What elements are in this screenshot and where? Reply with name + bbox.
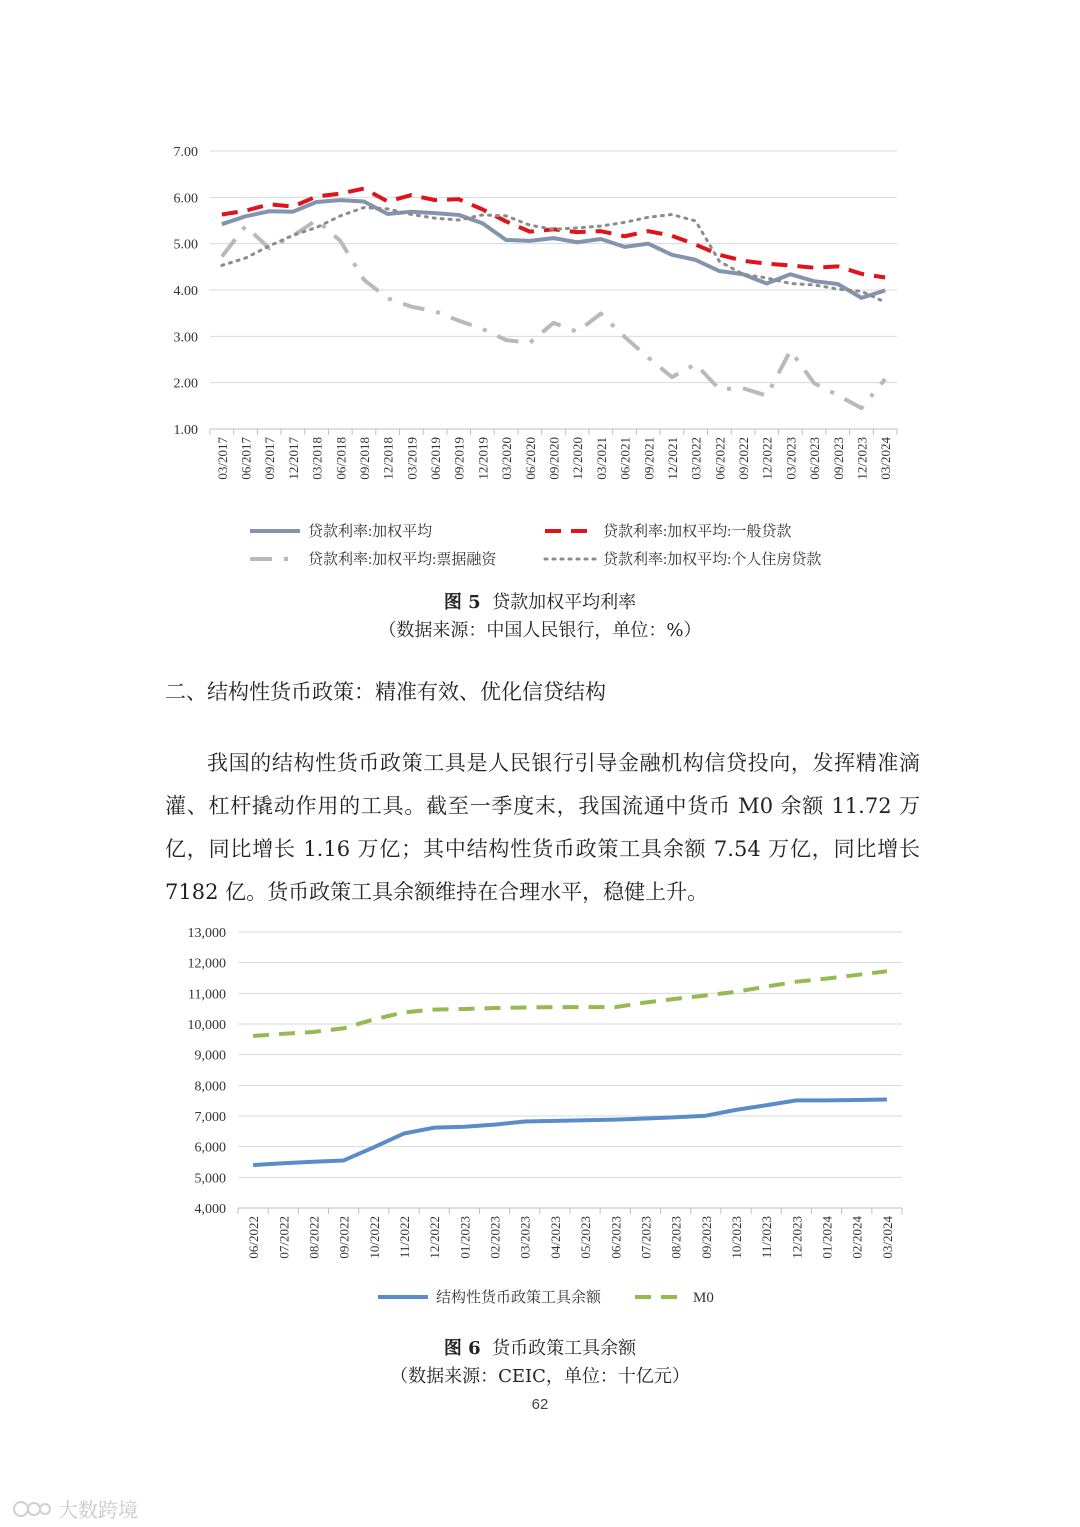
x-tick-label: 12/2022 xyxy=(759,437,775,480)
x-tick-label: 12/2023 xyxy=(854,437,870,480)
x-tick-label: 06/2023 xyxy=(608,1216,624,1259)
y-tick-label: 7.00 xyxy=(173,145,198,160)
x-tick-label: 09/2019 xyxy=(451,437,467,480)
x-tick-label: 06/2021 xyxy=(617,437,633,480)
x-tick-label: 06/2023 xyxy=(807,437,823,480)
figure5-source: （数据来源：中国人民银行，单位：%） xyxy=(378,620,702,641)
x-tick-label: 02/2023 xyxy=(487,1216,503,1259)
x-tick-label: 08/2022 xyxy=(306,1216,322,1259)
x-tick-label: 03/2018 xyxy=(309,437,325,480)
y-tick-label: 6.00 xyxy=(173,191,198,207)
x-tick-label: 07/2022 xyxy=(276,1216,292,1259)
x-tick-label: 06/2022 xyxy=(246,1216,262,1259)
series-line-3 xyxy=(222,208,885,303)
paragraph-text: 我国的结构性货币政策工具是人民银行引导金融机构信贷投向，发挥精准滴灌、杠杆撬动作用的工具。截至一季度末，我国流通中货币 M0 余额 11.72 万亿，同比增长 1.16 万亿；其中结构性货币政策工具余额 7.54 万亿，同比增长 7182 亿。货币政策工具余额维持在合理水平，稳健上升。 xyxy=(165,751,920,904)
y-tick-label: 11,000 xyxy=(188,987,226,1003)
y-tick-label: 2.00 xyxy=(173,376,198,392)
x-tick-label: 12/2022 xyxy=(427,1216,443,1259)
x-tick-label: 09/2023 xyxy=(830,437,846,480)
x-tick-label: 02/2024 xyxy=(849,1216,865,1259)
x-tick-label: 03/2022 xyxy=(688,437,704,480)
y-tick-label: 4,000 xyxy=(194,1202,226,1217)
x-tick-label: 03/2020 xyxy=(499,437,515,480)
x-tick-label: 04/2023 xyxy=(547,1216,563,1259)
y-tick-label: 4.00 xyxy=(173,284,198,299)
series-line-1 xyxy=(253,971,887,1036)
x-tick-label: 03/2021 xyxy=(593,437,609,480)
figure6-source: （数据来源：CEIC，单位：十亿元） xyxy=(390,1366,690,1387)
policy-tool-balance-chart xyxy=(0,915,1080,1325)
body-paragraph xyxy=(165,742,920,914)
x-tick-label: 01/2023 xyxy=(457,1216,473,1259)
section-heading: 二、结构性货币政策：精准有效、优化信贷结构 xyxy=(165,680,606,704)
y-tick-label: 3.00 xyxy=(173,330,198,346)
legend-label-1: 贷款利率:加权平均:一般贷款 xyxy=(603,524,792,540)
x-tick-label: 10/2022 xyxy=(366,1216,382,1259)
legend-label-0: 贷款利率:加权平均 xyxy=(308,524,433,540)
legend-label-1: M0 xyxy=(693,1290,714,1306)
x-tick-label: 09/2018 xyxy=(356,437,372,480)
legend-label-0: 结构性货币政策工具余额 xyxy=(436,1290,602,1306)
legend-label-2: 贷款利率:加权平均:票据融资 xyxy=(308,552,497,568)
page-number: 62 xyxy=(531,1396,549,1413)
x-tick-label: 10/2023 xyxy=(729,1216,744,1259)
watermark xyxy=(12,1494,138,1523)
y-tick-label: 5,000 xyxy=(194,1171,226,1187)
x-tick-label: 12/2017 xyxy=(285,437,301,480)
x-tick-label: 12/2018 xyxy=(380,437,396,480)
x-tick-label: 05/2023 xyxy=(578,1216,594,1259)
x-tick-label: 09/2021 xyxy=(641,437,657,480)
watermark-text: 大数跨境 xyxy=(58,1498,138,1522)
x-tick-label: 09/2022 xyxy=(736,437,752,480)
y-tick-label: 9,000 xyxy=(194,1048,226,1064)
legend-label-3: 贷款利率:加权平均:个人住房贷款 xyxy=(603,552,822,568)
x-tick-label: 06/2022 xyxy=(712,437,728,480)
x-tick-label: 06/2017 xyxy=(238,437,254,480)
watermark-logo-icon xyxy=(12,1498,52,1520)
figure5-caption xyxy=(0,588,1080,614)
x-tick-label: 08/2023 xyxy=(668,1216,684,1259)
x-tick-label: 03/2024 xyxy=(878,437,894,480)
figure6-caption xyxy=(0,1334,1080,1360)
x-tick-label: 03/2023 xyxy=(783,437,799,480)
series-line-2 xyxy=(222,220,885,408)
x-tick-label: 12/2021 xyxy=(664,437,680,480)
x-tick-label: 09/2020 xyxy=(546,437,562,480)
y-tick-label: 8,000 xyxy=(194,1079,226,1095)
y-tick-label: 7,000 xyxy=(194,1110,226,1125)
x-tick-label: 06/2019 xyxy=(428,437,444,480)
x-tick-label: 12/2023 xyxy=(789,1216,805,1259)
x-tick-label: 03/2023 xyxy=(517,1216,533,1259)
x-tick-label: 06/2018 xyxy=(333,437,349,480)
series-line-0 xyxy=(253,1099,887,1165)
y-tick-label: 1.00 xyxy=(173,423,198,438)
x-tick-label: 09/2022 xyxy=(336,1216,352,1259)
x-tick-label: 09/2017 xyxy=(262,437,278,480)
x-tick-label: 11/2022 xyxy=(397,1216,412,1259)
x-tick-label: 06/2020 xyxy=(522,437,538,480)
figure5-label: 图 5 xyxy=(443,592,481,613)
x-tick-label: 03/2024 xyxy=(879,1216,895,1259)
y-tick-label: 5.00 xyxy=(173,237,198,253)
x-tick-label: 12/2020 xyxy=(570,437,586,480)
figure6-label: 图 6 xyxy=(443,1338,481,1359)
figure6-title: 货币政策工具余额 xyxy=(492,1338,637,1359)
x-tick-label: 03/2017 xyxy=(214,437,230,480)
x-tick-label: 07/2023 xyxy=(638,1216,654,1259)
x-tick-label: 12/2019 xyxy=(475,437,491,480)
y-tick-label: 10,000 xyxy=(187,1018,226,1033)
loan-rate-chart xyxy=(0,130,1080,580)
y-tick-label: 13,000 xyxy=(187,926,226,941)
y-tick-label: 6,000 xyxy=(194,1140,226,1156)
x-tick-label: 09/2023 xyxy=(698,1216,714,1259)
figure5-title: 贷款加权平均利率 xyxy=(492,592,637,613)
x-tick-label: 01/2024 xyxy=(819,1216,835,1259)
x-tick-label: 11/2023 xyxy=(759,1216,775,1259)
x-tick-label: 03/2019 xyxy=(404,437,420,480)
y-tick-label: 12,000 xyxy=(187,956,226,972)
